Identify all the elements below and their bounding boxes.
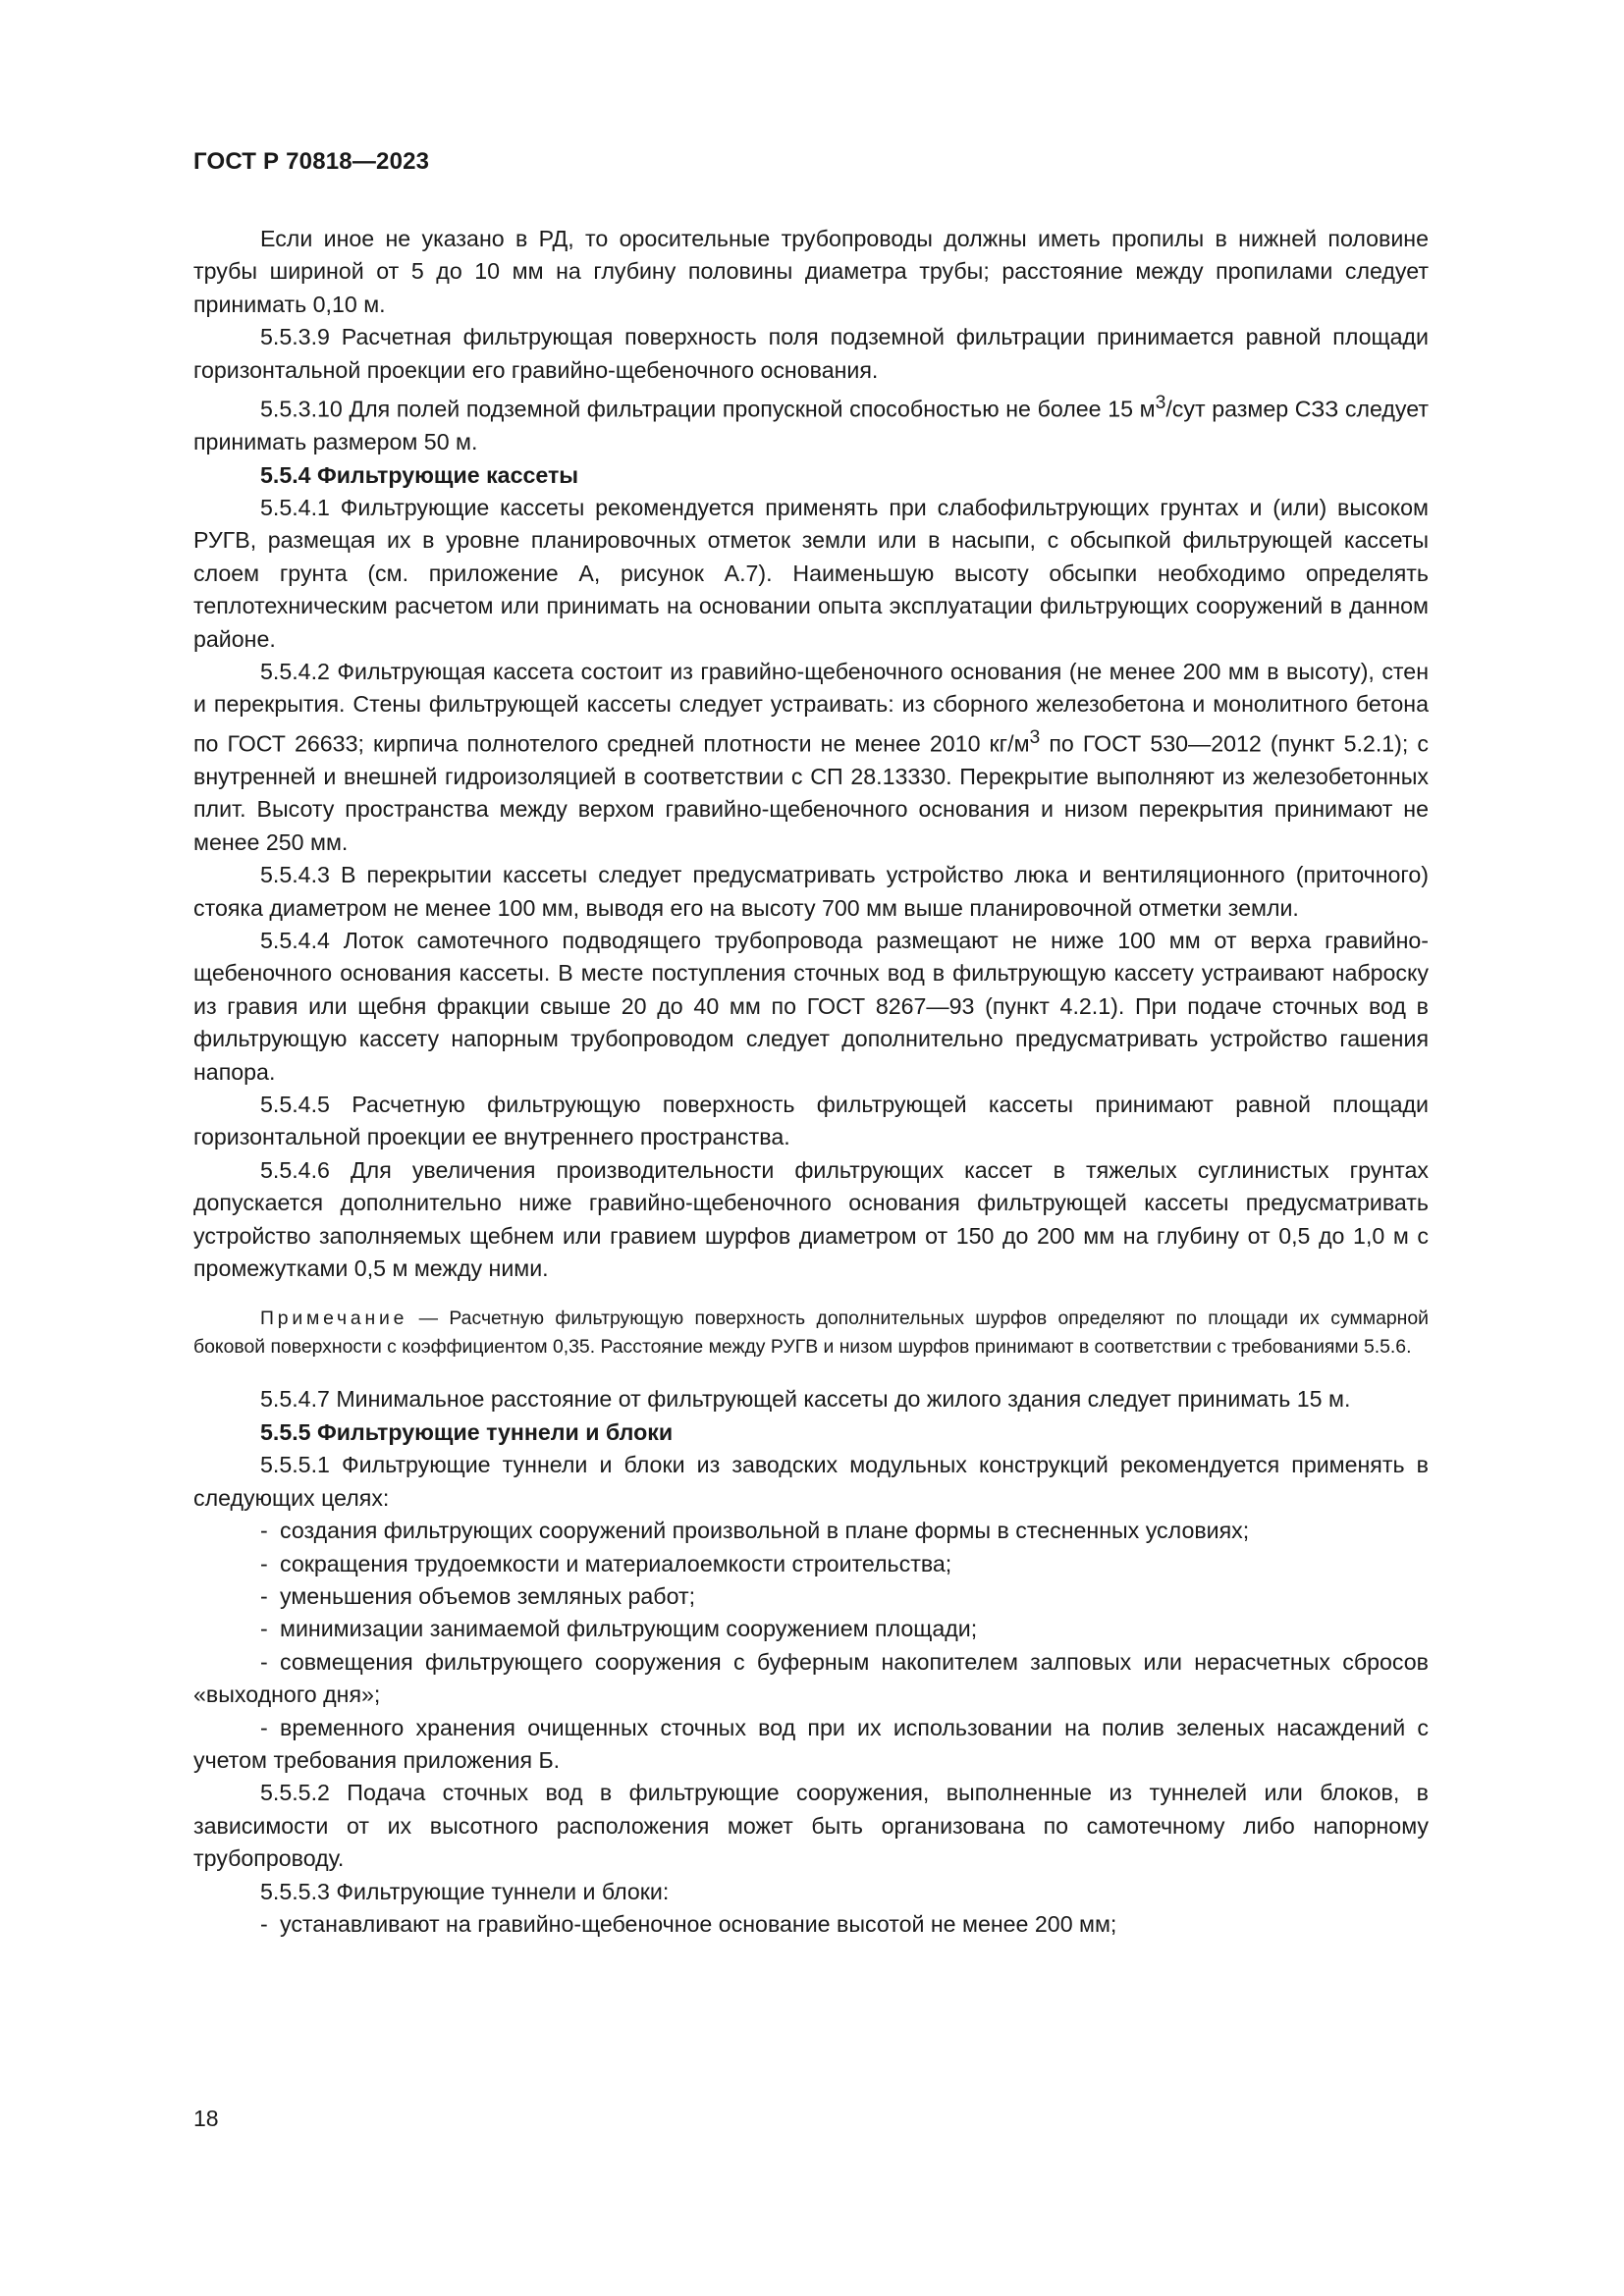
paragraph-5-5-4-4: 5.5.4.4 Лоток самотечного подводящего трубопровода размещают не ниже 100 мм от верха гравийно-щебеночного основания кассеты. В месте поступления сточных вод в фильтрующую кассету устраивают наброску из гравия или щебня фракции свыше 20 до 40 мм по ГОСТ 8267—93 (пункт 4.2.1). При подаче сточных вод в фильтрующую кассету напорным трубопроводом следует дополнительно предусматривать устройство гашения напора. [193, 928, 1429, 1085]
page-number: 18 [193, 2106, 219, 2131]
paragraph-5-5-4-2-text-start: 5.5.4.2 Фильтрующая кассета состоит из гравийно-щебеночного основания (не менее 200 мм в высоту), стен и перекрытия. Стены фильтрующей кассеты следует устраивать: из сборного железобетона и монолитного бетона по ГОСТ 26633; кирпича полнотелого средней плотности не менее 2010 кг/м [193, 659, 1429, 757]
note-label: Примечание [260, 1308, 408, 1330]
list-item-text: временного хранения очищенных сточных вод при их использовании на полив зеленых насаждений с учетом требования приложения Б. [193, 1714, 1429, 1773]
paragraph-5-5-5-3: 5.5.5.3 Фильтрующие туннели и блоки: [260, 1878, 670, 1904]
list-item-text: уменьшения объемов земляных работ; [280, 1582, 696, 1609]
paragraph-5-5-4-2-text-end: по ГОСТ 530—2012 (пункт 5.2.1); с внутренней и внешней гидроизоляцией в соответствии с СП 28.13330. Перекрытие выполняют из железобетонных плит. Высоту пространства между верхом гравийно-щебеночного основания и низом перекрытия принимают не менее 250 мм. [193, 730, 1429, 855]
list-dash: - [260, 1616, 268, 1642]
paragraph-5-5-3-10 [193, 387, 1429, 459]
paragraph-5-5-4-3: 5.5.4.3 В перекрытии кассеты следует предусматривать устройство люка и вентиляционного (приточного) стояка диаметром не менее 100 мм, выводя его на высоту 700 мм выше планировочной отметки земли. [193, 862, 1429, 921]
paragraph-5-5-4-7: 5.5.4.7 Минимальное расстояние от фильтрующей кассеты до жилого здания следует принимать 15 м. [260, 1386, 1351, 1413]
list-item [193, 1646, 1429, 1712]
paragraph-5-5-4-5: 5.5.4.5 Расчетную фильтрующую поверхность фильтрующей кассеты принимают равной площади горизонтальной проекции ее внутреннего пространства. [193, 1092, 1429, 1150]
paragraph-5-5-4-6: 5.5.4.6 Для увеличения производительности фильтрующих кассет в тяжелых суглинистых грунтах допускается дополнительно ниже гравийно-щебеночного основания фильтрующей кассеты предусматривать устройство заполняемых щебнем или гравием шурфов диаметром от 150 до 200 мм на глубину от 0,5 до 1,0 м с промежутками 0,5 м между ними. [193, 1156, 1429, 1282]
list-item-text: минимизации занимаемой фильтрующим сооружением площади; [280, 1616, 978, 1642]
superscript-cubic: 3 [1029, 726, 1041, 748]
list-item-text: устанавливают на гравийно-щебеночное основание высотой не менее 200 мм; [280, 1910, 1117, 1937]
section-heading-5-5-4: 5.5.4 Фильтрующие кассеты [260, 461, 579, 488]
paragraph-5-5-3-10-text-start: 5.5.3.10 Для полей подземной фильтрации пропускной способностью не более 15 м [260, 396, 1156, 422]
list-dash: - [260, 1648, 268, 1675]
paragraph-5-5-5-1: 5.5.5.1 Фильтрующие туннели и блоки из заводских модульных конструкций рекомендуется применять в следующих целях: [193, 1452, 1429, 1511]
list-item [193, 1548, 1429, 1580]
section-heading-5-5-5: 5.5.5 Фильтрующие туннели и блоки [260, 1418, 674, 1445]
paragraph-sewer-cuts: Если иное не указано в РД, то оросительные трубопроводы должны иметь пропилы в нижней половине трубы шириной от 5 до 10 мм на глубину половины диаметра трубы; расстояние между пропилами следует принимать 0,10 м. [193, 226, 1429, 317]
note-block [193, 1305, 1429, 1362]
list-item [193, 1712, 1429, 1778]
list-item-text: совмещения фильтрующего сооружения с буферным накопителем залповых или нерасчетных сбросов «выходного дня»; [193, 1648, 1429, 1708]
paragraph-5-5-5-2: 5.5.5.2 Подача сточных вод в фильтрующие сооружения, выполненные из туннелей или блоков, в зависимости от их высотного расположения может быть организована по самотечному либо напорному трубопроводу. [193, 1780, 1429, 1872]
paragraph-5-5-3-9: 5.5.3.9 Расчетная фильтрующая поверхность поля подземной фильтрации принимается равной площади горизонтальной проекции его гравийно-щебеночного основания. [193, 324, 1429, 383]
list-item-text: сокращения трудоемкости и материалоемкости строительства; [280, 1550, 952, 1576]
list-dash: - [260, 1714, 268, 1740]
paragraph-5-5-4-1: 5.5.4.1 Фильтрующие кассеты рекомендуется применять при слабофильтрующих грунтах и (или) высоком РУГВ, размещая их в уровне планировочных отметок земли или в насыпи, с обсыпкой фильтрующей кассеты слоем грунта (см. приложение А, рисунок А.7). Наименьшую высоту обсыпки необходимо определять теплотехническим расчетом или принимать на основании опыта эксплуатации фильтрующих сооружений в данном районе. [193, 494, 1429, 652]
document-body [193, 223, 1429, 1941]
list-dash: - [260, 1550, 268, 1576]
list-dash: - [260, 1518, 268, 1544]
note-text: — Расчетную фильтрующую поверхность дополнительных шурфов определяют по площади их суммарной боковой поверхности с коэффициентом 0,35. Расстояние между РУГВ и низом шурфов принимают в соответствии с требованиями 5.5.6. [193, 1308, 1429, 1359]
list-dash: - [260, 1910, 268, 1937]
paragraph-5-5-3-10-text-end: /сут размер СЗЗ следует принимать размером 50 м. [193, 396, 1430, 455]
paragraph-5-5-4-2 [193, 656, 1429, 859]
list-item-text: создания фильтрующих сооружений произвольной в плане формы в стесненных условиях; [280, 1518, 1250, 1544]
list-item [193, 1580, 1429, 1613]
superscript-cubic: 3 [1155, 393, 1166, 414]
document-header: ГОСТ Р 70818—2023 [193, 148, 430, 175]
list-item [193, 1908, 1429, 1941]
list-item [193, 1613, 1429, 1645]
list-dash: - [260, 1582, 268, 1609]
list-item [193, 1515, 1429, 1547]
